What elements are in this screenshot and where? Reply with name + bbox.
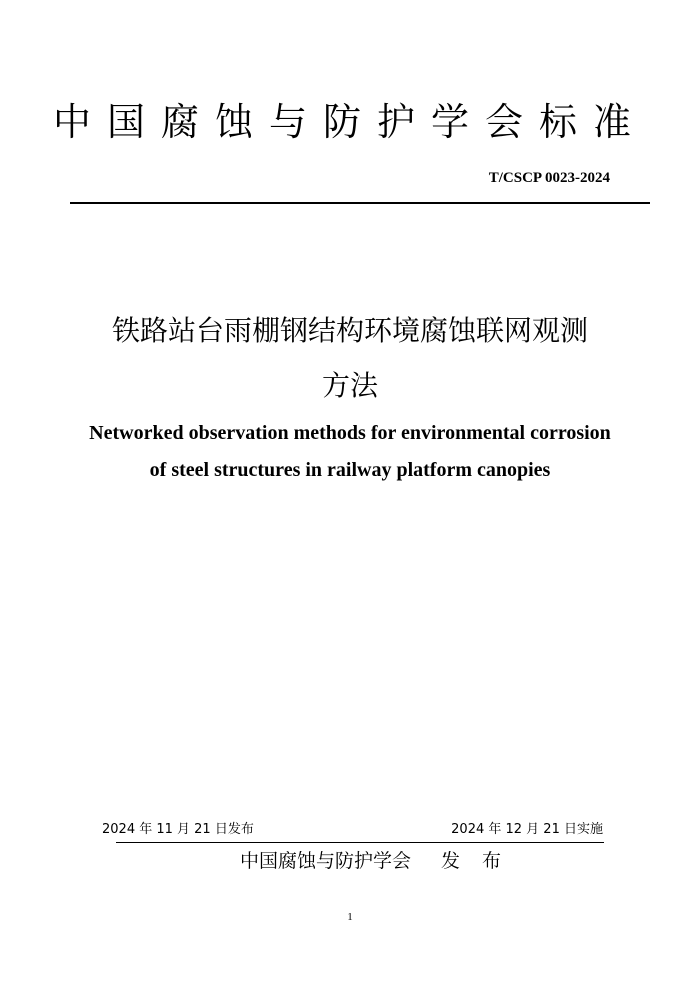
issuer-name: 中国腐蚀与防护学会 <box>240 850 412 872</box>
page-number: 1 <box>347 911 353 923</box>
chinese-title-line-2: 方法 <box>321 369 378 402</box>
header-divider <box>70 202 650 204</box>
release-date: 2024 年 11 月 21 日发布 <box>102 822 254 837</box>
publish-label: 发 布 <box>441 850 510 872</box>
english-title-line-2: of steel structures in railway platform canopies <box>149 459 551 481</box>
english-title-line-1: Networked observation methods for environmental corrosion <box>89 422 611 444</box>
implementation-date: 2024 年 12 月 21 日实施 <box>451 822 603 837</box>
standard-organization-heading: 中国腐蚀与防护学会标准 <box>52 100 647 144</box>
footer-divider <box>116 842 604 843</box>
standard-number: T/CSCP 0023-2024 <box>488 170 610 186</box>
issuer-line <box>240 848 509 874</box>
chinese-title-line-1: 铁路站台雨棚钢结构环境腐蚀联网观测 <box>111 314 588 347</box>
